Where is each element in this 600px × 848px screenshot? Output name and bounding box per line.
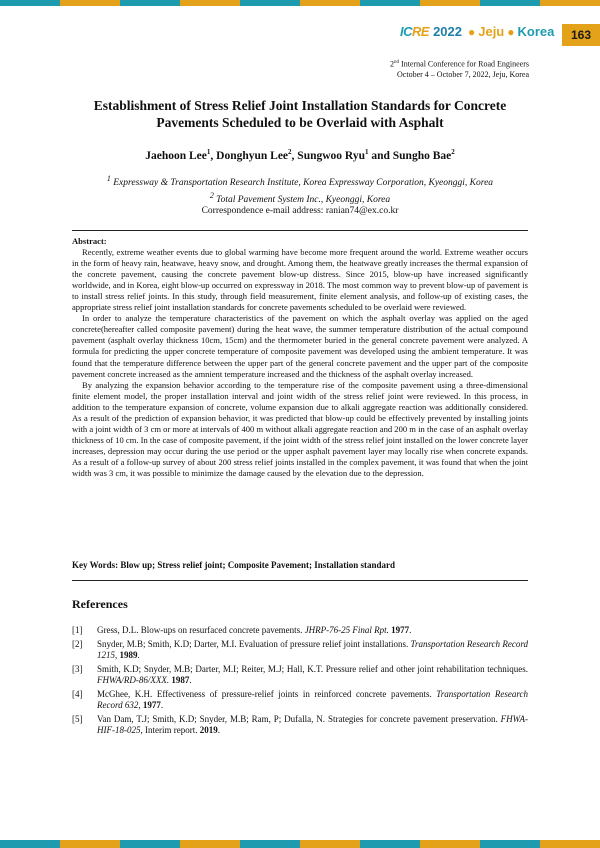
conference-line-2: October 4 – October 7, 2022, Jeju, Korea bbox=[397, 69, 529, 79]
stripe-segment bbox=[300, 840, 360, 848]
bullet-icon: ● bbox=[507, 24, 515, 39]
reference-item: [4] McGhee, K.H. Effectiveness of pressure-relief joints in reinforced concrete pavements. Transportation Research Record 632, 1977. bbox=[72, 688, 528, 711]
affiliations bbox=[60, 173, 540, 218]
stripe-segment bbox=[120, 840, 180, 848]
stripe-segment bbox=[360, 840, 420, 848]
page-number: 163 bbox=[562, 24, 600, 46]
abstract bbox=[72, 236, 528, 479]
reference-item: [5] Van Dam, T.J; Smith, K.D; Snyder, M.B; Ram, P; Dufalla, N. Strategies for concrete pavement preservation. FHWA-HIF-18-025, Interim report. 2019. bbox=[72, 714, 528, 736]
conference-line-1: 2nd Internal Conference for Road Engineers bbox=[390, 59, 529, 69]
stripe-segment bbox=[240, 840, 300, 848]
abstract-paragraph: Recently, extreme weather events due to global warming have become more frequent around the world. Extreme weather occurs in the form of heavy rain, heatwave, heavy snow, and drought. Among them, the heatwave greatly increases the thermal expansion of the concrete pavement, causing the concrete pavement blow-up distress. Since 2015, blow-up have increased significantly worldwide, and in Korea, eight blow-up occurred on expressway in 2018. The most common way to prevent blow-up of pavement is to install stress relief joints. In this study, through field measurement, finite element analysis, and follow-up of existing cases, the appropriate stress relief joint installation standards for concrete pavements scheduled to be overlaid were reviewed. bbox=[72, 247, 528, 313]
reference-item: [2] Snyder, M.B; Smith, K.D; Darter, M.I. Evaluation of pressure relief joint installations. Transportation Research Record 1215, 1989. bbox=[72, 638, 529, 661]
stripe-segment bbox=[540, 840, 600, 848]
logo-city: Jeju bbox=[478, 24, 505, 39]
author-list: Jaehoon Lee$^1$, Donghyun Lee$^2$, Sungwoo Ryu$^1$ and Sungho Bae$^2$ bbox=[145, 148, 455, 162]
stripe-segment bbox=[480, 840, 540, 848]
abstract-paragraph: In order to analyze the temperature characteristics of the pavement on which the asphalt overlay was applied on the aged concrete(hereafter called composite pavement) during the heat wave, the summer temperature distribution of the actual compound pavement (asphalt overlay thickness 10cm, 15cm) and the thermometer buried in the general concrete pavement were analyzed. A formula for predicting the upper concrete temperature of composite pavement was developed using the ambient temperature. It was found that the temperature difference between the upper part of the general concrete pavement and the upper part of the composite pavement concrete increased as the amnient temperature increased and the thickness of the asphalt overlay increased. bbox=[72, 313, 528, 379]
correspondence-email: Correspondence e-mail address: ranian74@ex.co.kr bbox=[201, 206, 399, 217]
stripe-segment bbox=[120, 0, 180, 6]
stripe-segment bbox=[240, 0, 300, 6]
stripe-segment bbox=[180, 840, 240, 848]
author-name: Donghyun Lee bbox=[216, 149, 289, 162]
bottom-color-stripe bbox=[0, 840, 600, 848]
logo-year: 2022 bbox=[433, 24, 462, 39]
reference-list bbox=[72, 625, 528, 739]
bullet-icon: ● bbox=[467, 24, 476, 39]
logo-mark: ICRE bbox=[400, 24, 430, 39]
stripe-segment bbox=[480, 0, 540, 6]
stripe-segment bbox=[180, 0, 240, 6]
affiliation-2: $^2$ Total Pavement System Inc., Kyeonggi, Korea bbox=[209, 190, 391, 205]
references-heading: References bbox=[72, 597, 128, 611]
author-name: Jaehoon Lee bbox=[145, 149, 207, 162]
abstract-heading: Abstract: bbox=[72, 236, 107, 246]
author-name: Sungwoo Ryu bbox=[297, 149, 365, 162]
affiliation-1: $^1$ Expressway & Transportation Research Institute, Korea Expressway Corporation, Kyeonggi, Korea bbox=[106, 174, 494, 189]
stripe-segment bbox=[420, 840, 480, 848]
divider bbox=[72, 580, 528, 581]
paper-title: Establishment of Stress Relief Joint Installation Standards for Concrete Pavements Scheduled to be Overlaid with Asphalt bbox=[93, 98, 507, 130]
reference-item: [1] Gress, D.L. Blow-ups on resurfaced concrete pavements. JHRP-76-25 Final Rpt. 1977. bbox=[72, 625, 412, 635]
stripe-segment bbox=[0, 0, 60, 6]
divider bbox=[72, 230, 528, 231]
top-color-stripe bbox=[0, 0, 600, 6]
keywords: Key Words: Blow up; Stress relief joint; Composite Pavement; Installation standard bbox=[72, 560, 395, 570]
stripe-segment bbox=[60, 0, 120, 6]
conference-logo bbox=[400, 24, 554, 39]
author-name: Sungho Bae bbox=[392, 149, 452, 162]
stripe-segment bbox=[540, 0, 600, 6]
stripe-segment bbox=[0, 840, 60, 848]
stripe-segment bbox=[420, 0, 480, 6]
reference-item: [3] Smith, K.D; Snyder, M.B; Darter, M.I; Reiter, M.J; Hall, K.T. Pressure relief and other joint rehabilitation techniques. FHWA/RD-86/XXX. 1987. bbox=[72, 663, 528, 686]
conference-info bbox=[390, 58, 529, 80]
stripe-segment bbox=[360, 0, 420, 6]
logo-country: Korea bbox=[517, 24, 555, 39]
stripe-segment bbox=[300, 0, 360, 6]
stripe-segment bbox=[60, 840, 120, 848]
abstract-paragraph: By analyzing the expansion behavior according to the temperature rise of the composite pavement using a three-dimensional finite element model, the proper installation interval and joint width of the stress relief joint were reviewed. In this process, in addition to the temperature expansion of concrete, volume expansion due to alkali aggregate reaction was additionally considered. As a result of the prediction of expansion behavior, it was predicted that blow-up could be effectively prevented by installing joints with a joint width of 3 cm or more at intervals of 400 m without alkali aggregate reaction and 200 m in the case of an asphalt overlay thickness of 10 cm. In the case of composite pavement, if the joint width of the stress relief joint installed on the lower concrete layer increases, depression may occur during the use period or the upper asphalt pavement layer may locally rise when concrete expands. As a result of a follow-up survey of about 200 stress relief joints installed in the complex pavement, it was found that when the joint width was 3 cm, it was possible to minimize the damage caused by the elevation due to the depression. bbox=[72, 379, 528, 478]
